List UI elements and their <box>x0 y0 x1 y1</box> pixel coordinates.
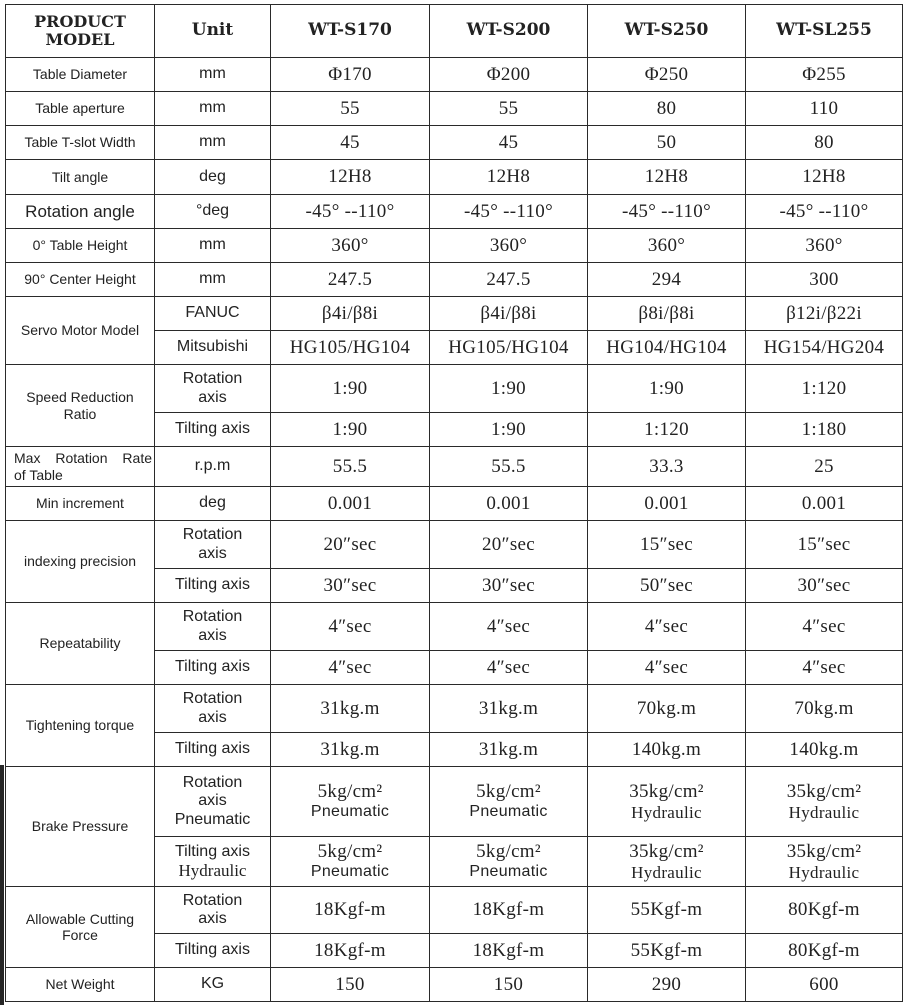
header-model-4: WT-SL255 <box>746 5 903 58</box>
row-unit-line2: axis <box>198 544 227 562</box>
row-unit: r.p.m <box>155 447 271 487</box>
row-unit-line2: axis <box>198 910 227 927</box>
row-unit <box>155 365 271 413</box>
cell-value: 55 <box>430 92 588 126</box>
cell-value: 1:90 <box>430 413 588 447</box>
row-label: Net Weight <box>6 968 155 1002</box>
table-row <box>6 887 903 934</box>
cell-value: 4″sec <box>746 651 903 685</box>
table-row <box>6 160 903 195</box>
row-unit-line2: Hydraulic <box>178 860 247 880</box>
row-unit: KG <box>155 968 271 1002</box>
header-model-2: WT-S200 <box>430 5 588 58</box>
table-row <box>6 685 903 733</box>
row-unit-line1: Rotation <box>182 891 243 909</box>
cell-value: 360° <box>746 229 903 263</box>
cell-value: 290 <box>588 968 746 1002</box>
cell-value-line1: 5kg/cm² <box>476 841 541 863</box>
row-label: Brake Pressure <box>6 767 155 887</box>
cell-value: 4″sec <box>746 603 903 651</box>
cell-value: -45° --110° <box>588 195 746 229</box>
cell-value: 15″sec <box>588 521 746 569</box>
row-label: 0° Table Height <box>6 229 155 263</box>
row-label-line1: Speed Reduction <box>26 389 134 406</box>
cell-value: HG105/HG104 <box>430 331 588 365</box>
cell-value: 18Kgf-m <box>271 887 430 934</box>
cell-value: 360° <box>430 229 588 263</box>
row-unit-line2: axis <box>198 626 227 644</box>
cell-value-line1: 5kg/cm² <box>317 781 383 803</box>
left-edge-bar <box>0 765 4 1005</box>
table-row <box>6 603 903 651</box>
cell-value: 0.001 <box>430 487 588 521</box>
cell-value-line2: Pneumatic <box>469 803 548 821</box>
row-label: Table T-slot Width <box>6 126 155 160</box>
cell-value: 45 <box>430 126 588 160</box>
cell-value: 55Kgf-m <box>588 934 746 968</box>
row-unit-line1: Rotation <box>182 608 243 626</box>
cell-value: Φ255 <box>746 58 903 92</box>
cell-value-line1: 5kg/cm² <box>317 841 383 863</box>
spec-table <box>5 4 903 1002</box>
cell-value-line1: 35kg/cm² <box>786 780 862 802</box>
row-unit: Tilting axis <box>155 733 271 767</box>
row-unit: FANUC <box>155 297 271 331</box>
cell-value <box>271 837 430 887</box>
cell-value: HG154/HG204 <box>746 331 903 365</box>
cell-value <box>588 837 746 887</box>
row-label-line2: Ratio <box>63 405 97 422</box>
cell-value: Φ250 <box>588 58 746 92</box>
cell-value: 31kg.m <box>430 733 588 767</box>
row-unit-line1: Rotation <box>182 526 243 544</box>
cell-value: 30″sec <box>430 569 588 603</box>
row-unit <box>155 521 271 569</box>
row-label: Tightening torque <box>6 685 155 767</box>
header-product-line1: PRODUCT <box>34 11 126 31</box>
cell-value: 20″sec <box>271 521 430 569</box>
table-row <box>6 767 903 837</box>
header-model-3: WT-S250 <box>588 5 746 58</box>
cell-value-line2: Pneumatic <box>469 863 548 881</box>
cell-value: 80 <box>746 126 903 160</box>
cell-value: 140kg.m <box>746 733 903 767</box>
table-row <box>6 297 903 331</box>
header-row <box>6 5 903 58</box>
cell-value: 31kg.m <box>430 685 588 733</box>
cell-value: 80 <box>588 92 746 126</box>
cell-value <box>430 767 588 837</box>
cell-value <box>588 767 746 837</box>
cell-value-line2: Pneumatic <box>310 803 390 821</box>
table-row <box>6 365 903 413</box>
row-label: indexing precision <box>6 521 155 603</box>
cell-value: HG105/HG104 <box>271 331 430 365</box>
cell-value: 12H8 <box>746 160 903 195</box>
cell-value: 600 <box>746 968 903 1002</box>
row-unit <box>155 887 271 934</box>
cell-value: -45° --110° <box>746 195 903 229</box>
row-unit <box>155 837 271 887</box>
header-unit: Unit <box>155 5 271 58</box>
cell-value: 1:90 <box>430 365 588 413</box>
cell-value: 12H8 <box>588 160 746 195</box>
table-row <box>6 487 903 521</box>
cell-value: 1:90 <box>588 365 746 413</box>
cell-value: 0.001 <box>588 487 746 521</box>
table-row <box>6 126 903 160</box>
row-label-line2: Force <box>62 927 98 943</box>
row-unit: Tilting axis <box>155 651 271 685</box>
row-label <box>6 887 155 968</box>
cell-value: 1:90 <box>271 413 430 447</box>
cell-value: 247.5 <box>430 263 588 297</box>
row-unit-line2: axis <box>198 388 227 406</box>
row-label <box>6 447 155 487</box>
cell-value: 80Kgf-m <box>746 887 903 934</box>
cell-value: 18Kgf-m <box>271 934 430 968</box>
cell-value <box>271 767 430 837</box>
cell-value: 70kg.m <box>746 685 903 733</box>
cell-value-line1: 35kg/cm² <box>629 780 704 802</box>
cell-value: 300 <box>746 263 903 297</box>
cell-value: 360° <box>271 229 430 263</box>
cell-value: 4″sec <box>271 603 430 651</box>
cell-value: 12H8 <box>271 160 430 195</box>
cell-value: -45° --110° <box>271 195 430 229</box>
row-unit: mm <box>155 229 271 263</box>
cell-value: 247.5 <box>271 263 430 297</box>
row-unit-line2: axis <box>198 708 227 726</box>
cell-value: Φ200 <box>430 58 588 92</box>
header-product-line2: MODEL <box>45 30 115 49</box>
row-unit: mm <box>155 92 271 126</box>
table-row <box>6 92 903 126</box>
cell-value: 50 <box>588 126 746 160</box>
cell-value: β8i/β8i <box>588 297 746 331</box>
row-label: Rotation angle <box>6 195 155 229</box>
cell-value: 55 <box>271 92 430 126</box>
cell-value: 30″sec <box>746 569 903 603</box>
row-unit: °deg <box>155 195 271 229</box>
row-label: Repeatability <box>6 603 155 685</box>
cell-value-line1: 5kg/cm² <box>476 781 541 803</box>
row-unit: Tilting axis <box>155 413 271 447</box>
cell-value <box>746 837 903 887</box>
cell-value-line2: Hydraulic <box>631 802 702 822</box>
cell-value <box>430 837 588 887</box>
cell-value: β4i/β8i <box>430 297 588 331</box>
row-unit-line1: Rotation <box>182 370 243 388</box>
cell-value: 1:90 <box>271 365 430 413</box>
cell-value: 1:120 <box>588 413 746 447</box>
cell-value <box>746 767 903 837</box>
row-unit-line1: Rotation <box>182 690 243 708</box>
row-label-line2: of Table <box>14 466 63 483</box>
row-label: Tilt angle <box>6 160 155 195</box>
cell-value-line2: Hydraulic <box>631 862 702 882</box>
row-unit: mm <box>155 263 271 297</box>
cell-value-line1: 35kg/cm² <box>629 840 704 862</box>
table-row <box>6 229 903 263</box>
table-row <box>6 968 903 1002</box>
table-row <box>6 447 903 487</box>
cell-value: 360° <box>588 229 746 263</box>
row-unit <box>155 767 271 837</box>
cell-value: 80Kgf-m <box>746 934 903 968</box>
row-unit: mm <box>155 126 271 160</box>
cell-value-line2: Pneumatic <box>310 863 390 881</box>
cell-value: 33.3 <box>588 447 746 487</box>
cell-value: 0.001 <box>271 487 430 521</box>
cell-value: -45° --110° <box>430 195 588 229</box>
cell-value: 55.5 <box>430 447 588 487</box>
row-unit-line3: Pneumatic <box>174 810 251 828</box>
row-label <box>6 365 155 447</box>
cell-value: 55.5 <box>271 447 430 487</box>
row-label: 90° Center Height <box>6 263 155 297</box>
cell-value: 0.001 <box>746 487 903 521</box>
table-row <box>6 263 903 297</box>
cell-value: 18Kgf-m <box>430 887 588 934</box>
cell-value: 25 <box>746 447 903 487</box>
cell-value: 31kg.m <box>271 733 430 767</box>
cell-value: 150 <box>271 968 430 1002</box>
cell-value: 140kg.m <box>588 733 746 767</box>
cell-value-line2: Hydraulic <box>788 862 860 882</box>
cell-value-line1: 35kg/cm² <box>786 840 862 862</box>
cell-value: 4″sec <box>271 651 430 685</box>
cell-value-line2: Hydraulic <box>788 802 860 822</box>
cell-value: 30″sec <box>271 569 430 603</box>
row-unit: Mitsubishi <box>155 331 271 365</box>
header-product-model <box>6 5 155 58</box>
cell-value: 4″sec <box>588 603 746 651</box>
cell-value: 20″sec <box>430 521 588 569</box>
row-unit: deg <box>155 160 271 195</box>
row-label: Table Diameter <box>6 58 155 92</box>
row-label: Min increment <box>6 487 155 521</box>
cell-value: 294 <box>588 263 746 297</box>
cell-value: 150 <box>430 968 588 1002</box>
cell-value: 12H8 <box>430 160 588 195</box>
cell-value: β12i/β22i <box>746 297 903 331</box>
row-unit: mm <box>155 58 271 92</box>
cell-value: 1:180 <box>746 413 903 447</box>
cell-value: 4″sec <box>588 651 746 685</box>
table-row <box>6 521 903 569</box>
row-label-line1: Allowable Cutting <box>25 910 135 927</box>
row-label: Servo Motor Model <box>6 297 155 365</box>
cell-value: 1:120 <box>746 365 903 413</box>
row-unit: deg <box>155 487 271 521</box>
cell-value: 18Kgf-m <box>430 934 588 968</box>
cell-value: 50″sec <box>588 569 746 603</box>
cell-value: HG104/HG104 <box>588 331 746 365</box>
cell-value: Φ170 <box>271 58 430 92</box>
header-model-1: WT-S170 <box>271 5 430 58</box>
row-unit <box>155 685 271 733</box>
row-unit-line2: axis <box>198 792 227 810</box>
cell-value: 4″sec <box>430 603 588 651</box>
row-label-line1: Max Rotation Rate <box>14 450 152 467</box>
row-label: Table aperture <box>6 92 155 126</box>
cell-value: 15″sec <box>746 521 903 569</box>
cell-value: 55Kgf-m <box>588 887 746 934</box>
row-unit <box>155 603 271 651</box>
row-unit: Tilting axis <box>155 934 271 968</box>
row-unit-line1: Rotation <box>182 773 243 791</box>
cell-value: 110 <box>746 92 903 126</box>
cell-value: 31kg.m <box>271 685 430 733</box>
table-row <box>6 195 903 229</box>
cell-value: 45 <box>271 126 430 160</box>
cell-value: β4i/β8i <box>271 297 430 331</box>
row-unit-line1: Tilting axis <box>175 842 250 860</box>
row-unit: Tilting axis <box>155 569 271 603</box>
cell-value: 4″sec <box>430 651 588 685</box>
cell-value: 70kg.m <box>588 685 746 733</box>
table-row <box>6 58 903 92</box>
